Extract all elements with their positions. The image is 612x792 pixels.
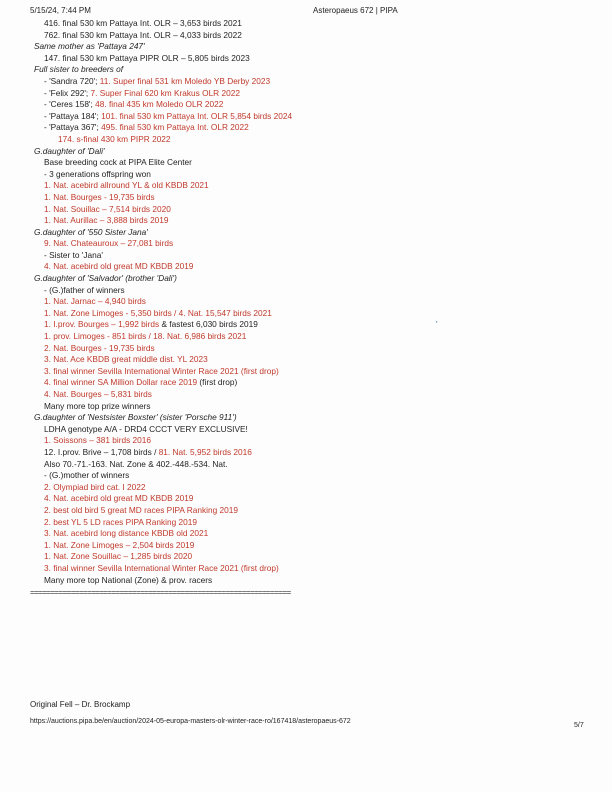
- highlighted-result: 2. Olympiad bird cat. I 2022: [44, 481, 146, 492]
- text-line: [30, 447, 590, 459]
- line-text: - (G.)father of winners: [44, 284, 125, 295]
- text-line: [30, 517, 590, 529]
- highlighted-result: 3. final winner Sevilla International Winter Race 2021 (first drop): [44, 365, 279, 376]
- highlighted-result: 1. Nat. Zone Souillac – 1,285 birds 2020: [44, 551, 193, 562]
- highlighted-result: 1. I.prov. Bourges – 1,992 birds: [44, 319, 162, 330]
- text-line: [30, 250, 590, 262]
- text-line: [30, 111, 590, 123]
- text-line: [30, 459, 590, 471]
- highlighted-result: 3. final winner Sevilla International Winter Race 2021 (first drop): [44, 562, 279, 573]
- line-text: 12. I.prov. Brive – 1,708 birds /: [44, 446, 159, 457]
- highlighted-result: 3. Nat. acebird long distance KBDB old 2021: [44, 528, 209, 539]
- text-line: [30, 424, 590, 436]
- highlighted-result: 3. Nat. Ace KBDB great middle dist. YL 2023: [44, 354, 208, 365]
- line-text: - (G.)mother of winners: [44, 470, 130, 481]
- line-text: Base breeding cock at PIPA Elite Center: [44, 157, 192, 168]
- line-text: 416. final 530 km Pattaya Int. OLR – 3,653 birds 2021: [44, 18, 242, 28]
- line-text: - 3 generations offspring won: [44, 168, 151, 179]
- highlighted-result: 2. Nat. Bourges - 19,735 birds: [44, 342, 155, 353]
- line-text: Same mother as 'Pattaya 247': [34, 41, 145, 52]
- highlighted-result: 1. Nat. Zone Limoges – 2,504 birds 2019: [44, 539, 195, 550]
- highlighted-result: 1. Nat. Aurillac – 3,888 birds 2019: [44, 215, 169, 226]
- line-text: - 'Pattaya 367';: [44, 122, 102, 133]
- text-line: [30, 551, 590, 563]
- text-line: [30, 30, 590, 42]
- section-heading: [30, 412, 590, 424]
- text-line: [30, 157, 590, 169]
- line-text: 762. final 530 km Pattaya Int. OLR – 4,033 birds 2022: [44, 29, 242, 40]
- text-line: [30, 354, 590, 366]
- highlighted-result: 4. final winner SA Million Dollar race 2019: [44, 377, 200, 388]
- highlighted-result: 1. Soissons – 381 birds 2016: [44, 435, 152, 446]
- highlighted-result: 1. Nat. Bourges - 19,735 birds: [44, 191, 155, 202]
- highlighted-result: 4. Nat. Bourges – 5,831 birds: [44, 389, 152, 399]
- text-line: [30, 76, 590, 88]
- text-line: [30, 261, 590, 273]
- text-line: [30, 563, 590, 575]
- text-line: [30, 285, 590, 297]
- highlighted-result: 7. Super Final 620 km Krakus OLR 2022: [90, 87, 240, 98]
- text-line: [30, 308, 590, 320]
- text-line: [30, 493, 590, 505]
- section-heading: [30, 64, 590, 76]
- highlighted-result: 81. Nat. 5,952 birds 2016: [158, 446, 252, 457]
- text-line: [30, 18, 590, 30]
- line-text: - 'Ceres 158';: [44, 99, 96, 110]
- divider-line: ================================================================: [30, 588, 291, 598]
- text-line: [30, 134, 590, 146]
- section-heading: [30, 227, 590, 239]
- highlighted-result: 11. Super final 531 km Moledo YB Derby 2023: [99, 75, 271, 86]
- highlighted-result: 1. Nat. acebird allround YL & old KBDB 2021: [44, 180, 209, 191]
- text-line: [30, 238, 590, 250]
- text-line: [30, 204, 590, 216]
- text-line: [30, 215, 590, 227]
- highlighted-result: 1. Nat. Jarnac – 4,940 birds: [44, 296, 146, 307]
- line-text: G.daughter of 'Dali': [34, 145, 105, 156]
- line-text: & fastest 6,030 birds 2019: [161, 319, 258, 330]
- text-line: [30, 366, 590, 378]
- highlighted-result: 1. Nat. Zone Limoges - 5,350 birds / 4. Nat. 15,547 birds 2021: [44, 307, 272, 318]
- text-line: [30, 505, 590, 517]
- print-title: Asteropaeus 672 | PIPA: [313, 6, 398, 15]
- footer-url[interactable]: https://auctions.pipa.be/en/auction/2024-05-europa-masters-olr-winter-race-ro/167418/asteropaeus-672: [30, 718, 351, 725]
- text-line: [30, 331, 590, 343]
- text-line: [30, 88, 590, 100]
- text-line: [30, 53, 590, 65]
- text-line: [30, 192, 590, 204]
- line-text: LDHA genotype A/A - DRD4 CCCT VERY EXCLUSIVE!: [44, 423, 248, 434]
- highlighted-result: 9. Nat. Chateauroux – 27,081 birds: [44, 238, 174, 249]
- print-datetime: 5/15/24, 7:44 PM: [30, 6, 91, 15]
- text-line: [30, 470, 590, 482]
- text-line: [30, 528, 590, 540]
- text-line: [30, 343, 590, 355]
- highlighted-result: 2. best old bird 5 great MD races PIPA Ranking 2019: [44, 504, 239, 515]
- text-line: [30, 389, 590, 401]
- line-text: Many more top prize winners: [44, 400, 151, 411]
- text-line: [30, 180, 590, 192]
- line-text: G.daughter of 'Nestsister Boxster' (sister 'Porsche 911'): [34, 412, 237, 423]
- line-text: - Sister to 'Jana': [44, 249, 103, 260]
- pedigree-text: [30, 18, 590, 597]
- text-line: [30, 482, 590, 494]
- section-heading: [30, 146, 590, 158]
- text-line: [30, 99, 590, 111]
- page-number: 5/7: [574, 722, 584, 729]
- section-heading: [30, 41, 590, 53]
- section-heading: [30, 273, 590, 285]
- line-text: Also 70.-71.-163. Nat. Zone & 402.-448.-534. Nat.: [44, 458, 228, 469]
- highlighted-result: 2. best YL 5 LD races PIPA Ranking 2019: [44, 516, 197, 527]
- line-text: Many more top National (Zone) & prov. racers: [44, 574, 213, 585]
- text-line: [30, 169, 590, 181]
- highlighted-result: 4. Nat. acebird old great MD KBDB 2019: [44, 493, 194, 504]
- highlighted-result: 48. final 435 km Moledo OLR 2022: [95, 99, 224, 110]
- text-line: [30, 122, 590, 134]
- line-text: - 'Felix 292';: [44, 87, 91, 98]
- text-line: [30, 401, 590, 413]
- highlighted-result: 101. final 530 km Pattaya Int. OLR 5,854 birds 2024: [101, 110, 293, 121]
- stray-mark: ': [436, 320, 438, 329]
- text-line: [30, 435, 590, 447]
- line-text: 147. final 530 km Pattaya PIPR OLR – 5,805 birds 2023: [44, 52, 250, 63]
- highlighted-result: 174. s-final 430 km PIPR 2022: [58, 133, 171, 144]
- highlighted-result: 4. Nat. acebird old great MD KBDB 2019: [44, 261, 194, 272]
- text-line: [30, 575, 590, 587]
- footer-credit: Original Fell – Dr. Brockamp: [30, 700, 131, 709]
- highlighted-result: 495. final 530 km Pattaya Int. OLR 2022: [101, 122, 249, 133]
- line-text: G.daughter of 'Salvador' (brother 'Dali'): [34, 273, 177, 284]
- line-text: Full sister to breeders of: [34, 64, 123, 75]
- line-text: G.daughter of '550 Sister Jana': [34, 226, 148, 237]
- highlighted-result: 1. prov. Limoges - 851 birds / 18. Nat. 6,986 birds 2021: [44, 331, 247, 342]
- text-line: [30, 540, 590, 552]
- line-text: - 'Pattaya 184';: [44, 110, 102, 121]
- line-text: (first drop): [199, 377, 238, 388]
- text-line: [30, 296, 590, 308]
- text-line: [30, 319, 590, 331]
- line-text: - 'Sandra 720';: [44, 75, 100, 86]
- highlighted-result: 1. Nat. Souillac – 7,514 birds 2020: [44, 203, 171, 214]
- text-line: [30, 377, 590, 389]
